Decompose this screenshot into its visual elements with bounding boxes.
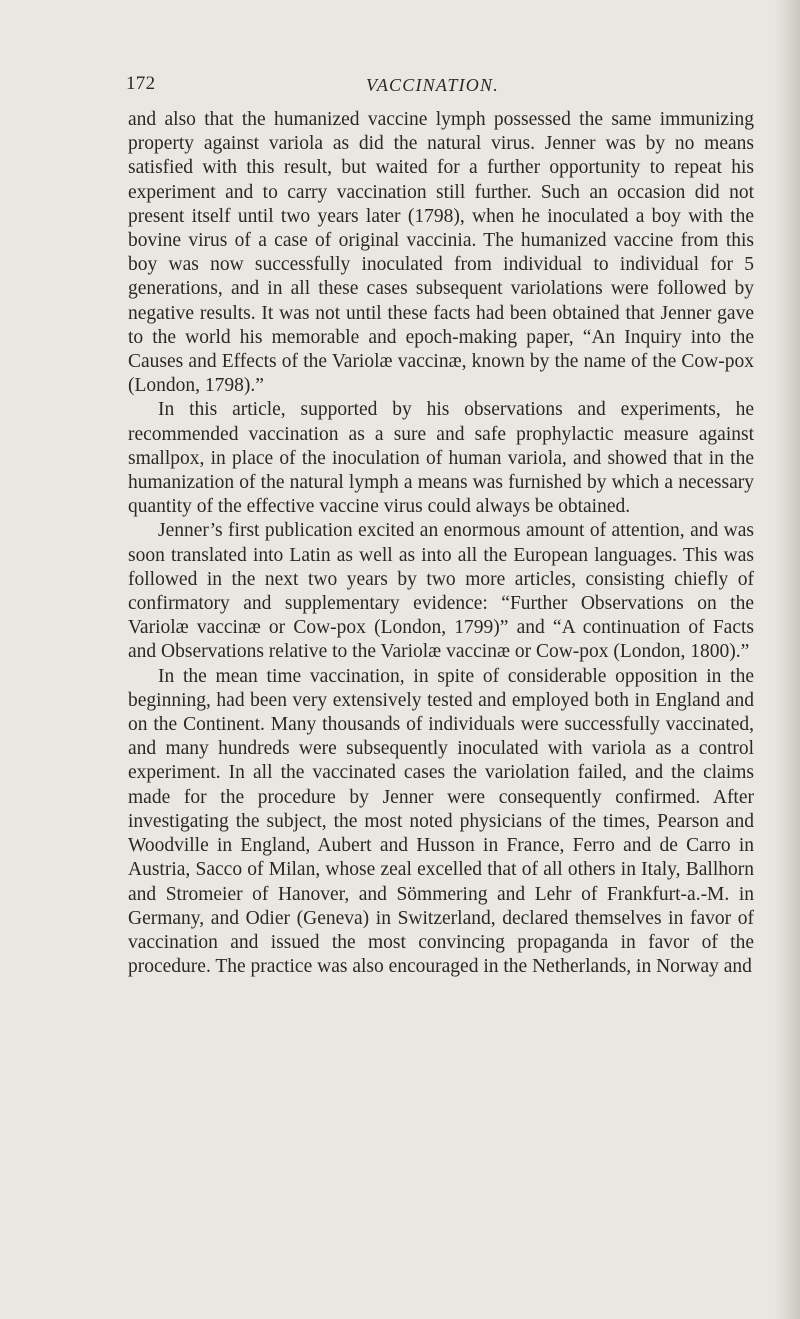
paragraph: Jenner’s first publication excited an enormous amount of attention, and was soon translated into Latin as well as into all the European languages. This was followed in the next two years by two more articles, consisting chiefly of confirmatory and supplementary evidence: “Further Observations on the Variolæ vaccinæ or Cow-pox (London, 1799)” and “A continuation of Facts and Observations relative to the Variolæ vaccinæ or Cow-pox (London, 1800).” [128,520,754,663]
scan-edge-shadow [774,0,800,1319]
page-number: 172 [126,73,156,94]
running-title: VACCINATION. [366,75,499,95]
paragraph: In this article, supported by his observations and experiments, he recommended vaccination as a sure and safe prophylactic measure against smallpox, in place of the inoculation of human variola, and showed that in the humanization of the natural lymph a means was furnished by which a necessary quantity of the effective vaccine virus could always be obtained. [128,399,754,518]
paragraph: and also that the humanized vaccine lymph possessed the same immunizing property against variola as did the natural virus. Jenner was by no means satisfied with this result, but waited for a further opportunity to repeat his experiment and to carry vaccination still further. Such an occasion did not present itself until two years later (1798), when he inoculated a boy with the bovine virus of a case of original vaccinia. The humanized vaccine from this boy was now successfully inoculated from individual to individual for 5 generations, and in all these cases subsequent variolations were followed by negative results. It was not until these facts had been obtained that Jenner gave to the world his memorable and epoch-making paper, “An Inquiry into the Causes and Effects of the Variolæ vaccinæ, known by the name of the Cow-pox (London, 1798).” [128,109,754,397]
paragraph: In the mean time vaccination, in spite of considerable opposition in the beginning, had been very extensively tested and employed both in England and on the Continent. Many thousands of individuals were successfully vaccinated, and many hundreds were subsequently inoculated with variola as a control experiment. In all the vaccinated cases the variolation failed, and the claims made for the procedure by Jenner were consequently confirmed. After investigating the subject, the most noted physicians of the times, Pearson and Woodville in England, Aubert and Husson in France, Ferro and de Carro in Austria, Sacco of Milan, whose zeal excelled that of all others in Italy, Ballhorn and Stromeier of Hanover, and Sömmering and Lehr of Frankfurt-a.-M. in Germany, and Odier (Geneva) in Switzerland, declared themselves in favor of vaccination and issued the most convincing propaganda in favor of the procedure. The practice was also encouraged in the Netherlands, in Norway and [128,665,754,978]
body-text [128,108,754,979]
